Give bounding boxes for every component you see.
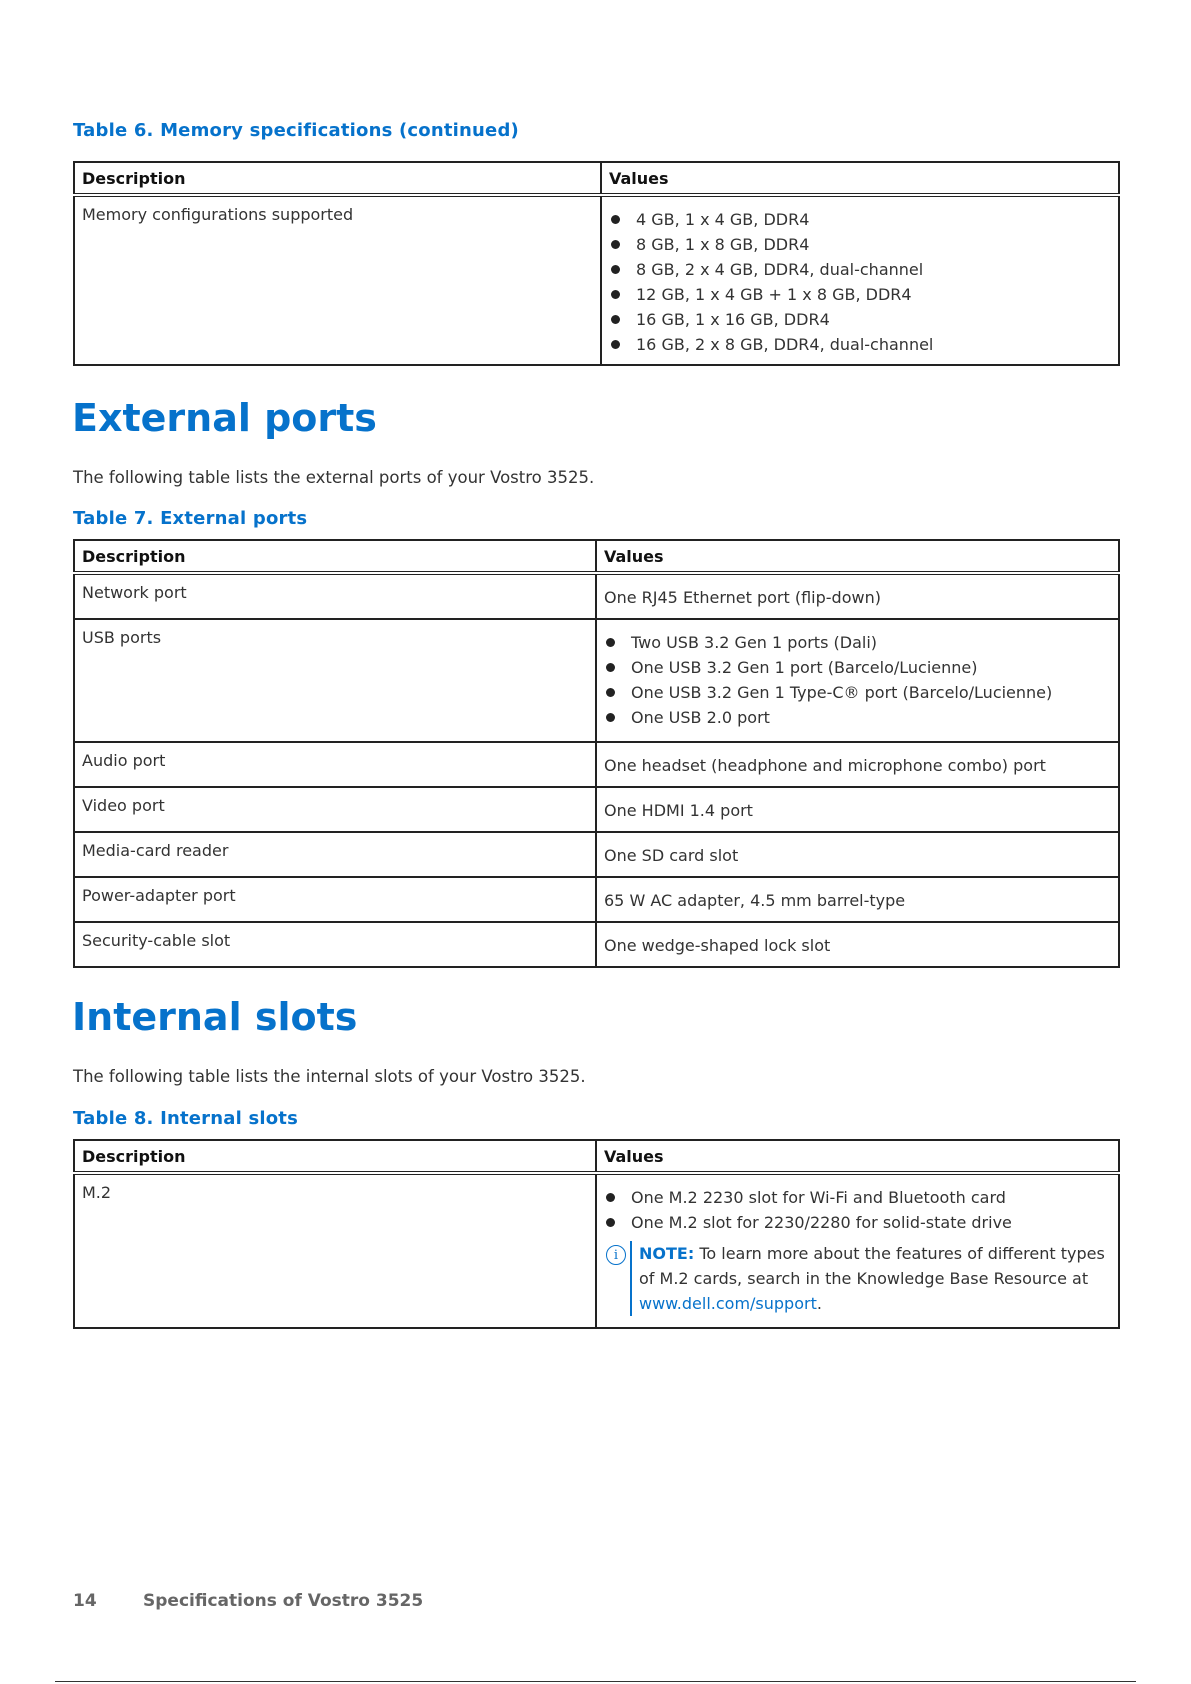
table-7-caption: Table 7. External ports	[73, 508, 308, 529]
section-heading-external-ports: External ports	[72, 396, 377, 440]
table-row	[74, 787, 1119, 832]
table-row	[74, 573, 1119, 619]
row-value: One SD card slot	[596, 832, 1119, 877]
list-item: One USB 2.0 port	[604, 705, 1111, 730]
note-divider	[630, 1241, 632, 1316]
note-text	[633, 1241, 1111, 1316]
list-item: One M.2 slot for 2230/2280 for solid-state drive	[604, 1210, 1111, 1235]
column-header-description: Description	[74, 162, 601, 195]
list-item: One USB 3.2 Gen 1 port (Barcelo/Lucienne)	[604, 655, 1111, 680]
table-header-row	[74, 1140, 1119, 1173]
list-item: 16 GB, 1 x 16 GB, DDR4	[609, 307, 1111, 332]
note-end: .	[816, 1294, 822, 1313]
footer-page-number: 14	[73, 1591, 97, 1611]
row-description: Media-card reader	[74, 832, 596, 877]
bullet-list	[604, 1185, 1111, 1235]
list-item: 4 GB, 1 x 4 GB, DDR4	[609, 207, 1111, 232]
row-values	[601, 195, 1119, 365]
row-value: One wedge-shaped lock slot	[596, 922, 1119, 967]
row-values	[596, 1173, 1119, 1328]
external-ports-table	[73, 539, 1120, 968]
table-6-caption: Table 6. Memory specifications (continued)	[73, 120, 519, 141]
row-value: One RJ45 Ethernet port (flip-down)	[596, 573, 1119, 619]
list-item: One M.2 2230 slot for Wi-Fi and Bluetooth card	[604, 1185, 1111, 1210]
table-row	[74, 877, 1119, 922]
row-value: 65 W AC adapter, 4.5 mm barrel-type	[596, 877, 1119, 922]
table-row	[74, 922, 1119, 967]
internal-slots-intro: The following table lists the internal slots of your Vostro 3525.	[73, 1067, 586, 1086]
note-body: To learn more about the features of different types of M.2 cards, search in the Knowledge Base Resource at	[639, 1244, 1105, 1288]
table-row	[74, 619, 1119, 742]
footer-title: Specifications of Vostro 3525	[143, 1591, 424, 1611]
row-description: M.2	[74, 1173, 596, 1328]
row-description: Video port	[74, 787, 596, 832]
row-description: USB ports	[74, 619, 596, 742]
internal-slots-table	[73, 1139, 1120, 1329]
list-item: 8 GB, 2 x 4 GB, DDR4, dual-channel	[609, 257, 1111, 282]
row-description: Security-cable slot	[74, 922, 596, 967]
table-row	[74, 742, 1119, 787]
note-box	[604, 1241, 1111, 1316]
note-label: NOTE:	[639, 1244, 695, 1263]
table-8-caption: Table 8. Internal slots	[73, 1108, 299, 1129]
table-header-row	[74, 162, 1119, 195]
list-item: 12 GB, 1 x 4 GB + 1 x 8 GB, DDR4	[609, 282, 1111, 307]
column-header-description: Description	[74, 1140, 596, 1173]
row-value: One headset (headphone and microphone combo) port	[596, 742, 1119, 787]
row-value: One HDMI 1.4 port	[596, 787, 1119, 832]
external-ports-intro: The following table lists the external ports of your Vostro 3525.	[73, 468, 595, 487]
row-values	[596, 619, 1119, 742]
row-description: Power-adapter port	[74, 877, 596, 922]
row-description: Memory configurations supported	[74, 195, 601, 365]
list-item: One USB 3.2 Gen 1 Type-C® port (Barcelo/Lucienne)	[604, 680, 1111, 705]
section-heading-internal-slots: Internal slots	[72, 995, 358, 1039]
list-item: 16 GB, 2 x 8 GB, DDR4, dual-channel	[609, 332, 1111, 357]
column-header-description: Description	[74, 540, 596, 573]
list-item: Two USB 3.2 Gen 1 ports (Dali)	[604, 630, 1111, 655]
bullet-list	[609, 207, 1111, 357]
dell-support-link[interactable]: www.dell.com/support	[639, 1294, 817, 1313]
column-header-values: Values	[596, 1140, 1119, 1173]
row-description: Network port	[74, 573, 596, 619]
column-header-values: Values	[601, 162, 1119, 195]
memory-spec-table	[73, 161, 1120, 366]
table-row	[74, 1173, 1119, 1328]
table-row	[74, 832, 1119, 877]
table-header-row	[74, 540, 1119, 573]
column-header-values: Values	[596, 540, 1119, 573]
info-icon: i	[606, 1245, 626, 1265]
list-item: 8 GB, 1 x 8 GB, DDR4	[609, 232, 1111, 257]
row-description: Audio port	[74, 742, 596, 787]
table-row	[74, 195, 1119, 365]
bullet-list	[604, 630, 1111, 730]
footer-rule	[55, 1681, 1136, 1682]
